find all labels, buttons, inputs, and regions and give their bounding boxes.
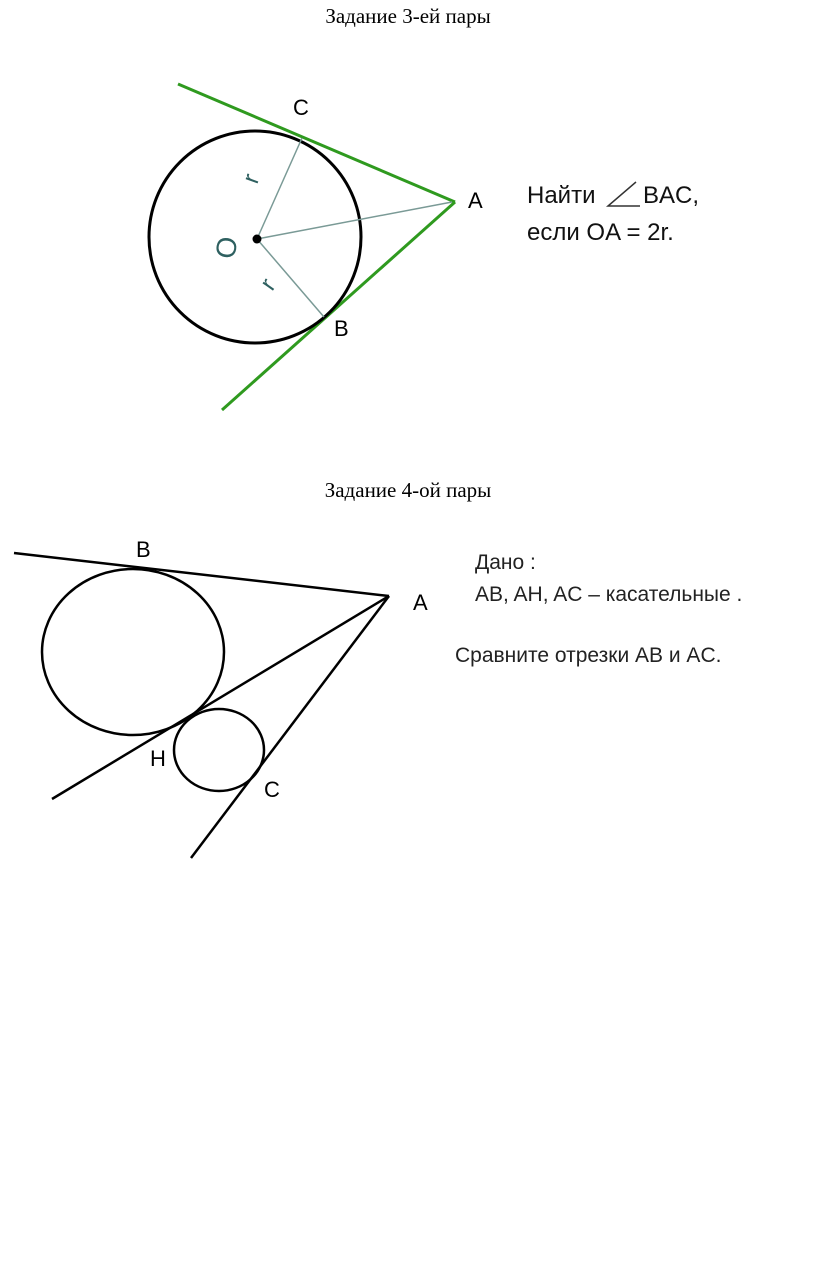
point-label-c: C	[264, 777, 280, 802]
radius-label-upper: r	[237, 170, 266, 188]
point-label-b: B	[136, 537, 151, 562]
tangent-line-ac	[191, 596, 389, 858]
tangent-line-ab	[14, 553, 389, 596]
point-label-a: A	[413, 590, 428, 615]
radius-label-lower: r	[254, 273, 282, 296]
task3-figure	[0, 70, 816, 430]
point-label-c: C	[293, 95, 309, 120]
segment-oa	[257, 202, 452, 239]
question-text: Сравните отрезки AB и AC.	[455, 644, 722, 667]
point-label-b: B	[334, 316, 349, 341]
small-circle	[174, 709, 264, 791]
task3-title: Задание 3-ей пары	[325, 4, 491, 28]
condition-text: если OA = 2r.	[527, 219, 674, 246]
task4-figure	[0, 530, 816, 870]
angle-icon	[608, 182, 640, 206]
point-label-h: H	[150, 746, 166, 771]
find-prefix: Найти	[527, 182, 596, 209]
radius-ob	[254, 239, 324, 317]
large-circle	[42, 569, 224, 735]
radius-oc	[257, 138, 302, 239]
tangent-line-ab	[222, 202, 455, 410]
point-label-o: O	[209, 234, 244, 262]
center-point-o	[253, 235, 262, 244]
tangent-line-ac	[178, 84, 455, 202]
task4-title: Задание 4-ой пары	[324, 478, 492, 502]
point-label-a: A	[468, 188, 483, 213]
given-text: AB, AH, AC – касательные .	[475, 583, 743, 606]
find-angle: BAC,	[643, 182, 700, 209]
given-label: Дано :	[475, 551, 536, 574]
